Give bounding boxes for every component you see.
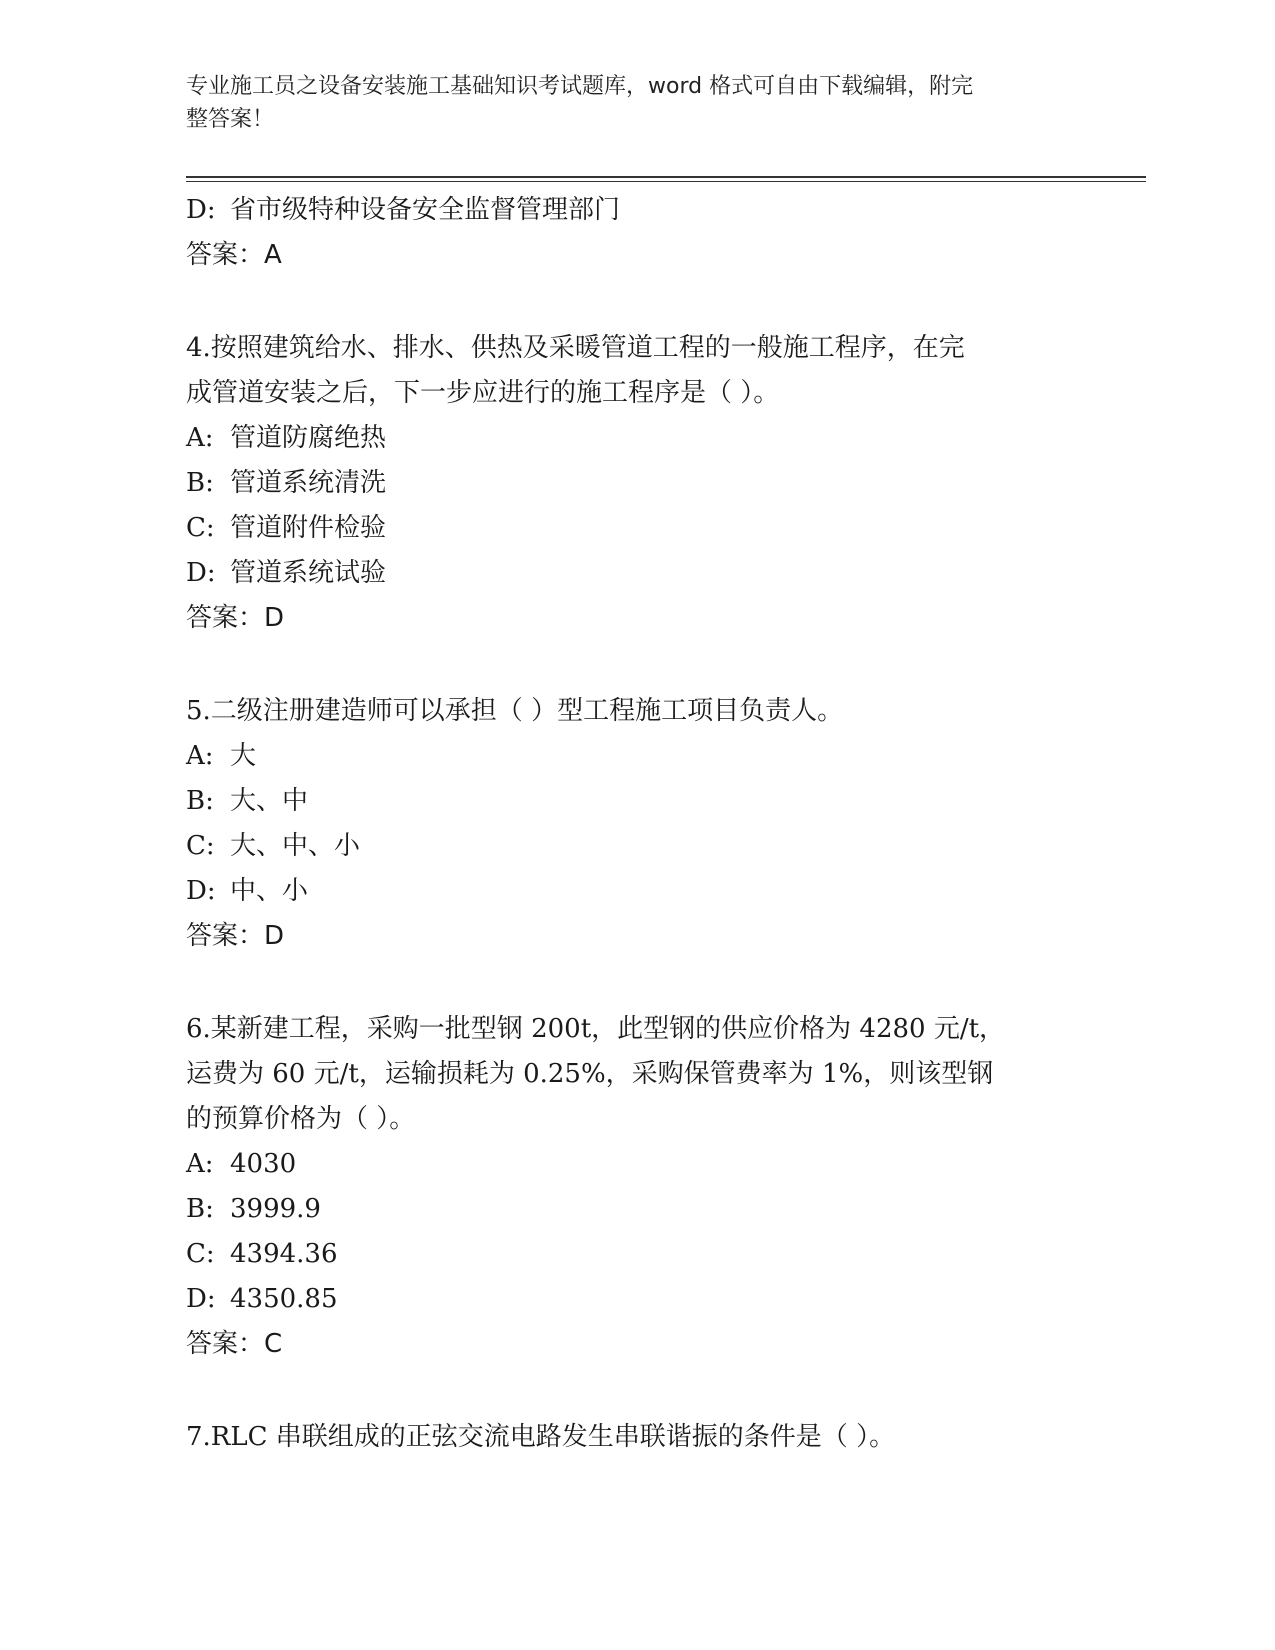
question-text: 7.RLC 串联组成的正弦交流电路发生串联谐振的条件是（ ）。: [186, 1422, 896, 1452]
header-line-2: 整答案！: [186, 107, 275, 132]
option-label: B:: [186, 1194, 214, 1224]
option-text: 管道防腐绝热: [230, 423, 387, 453]
question-text: 运费为 60 元/t，运输损耗为 0.25%，采购保管费率为 1%，则该型钢: [186, 1059, 994, 1089]
option-a: [186, 416, 1066, 461]
option-text: 管道附件检验: [230, 513, 387, 543]
answer-line: 答案：D: [186, 921, 285, 951]
question-text: 成管道安装之后，下一步应进行的施工程序是（ ）。: [186, 378, 780, 408]
option-label: B:: [186, 468, 214, 498]
option-label: C:: [186, 1239, 215, 1269]
question-7: [186, 1415, 1066, 1460]
option-label: B:: [186, 786, 214, 816]
option-text: 大、中、小: [230, 831, 361, 861]
option-d: [186, 869, 1066, 914]
option-c: [186, 506, 1066, 551]
option-text: 管道系统清洗: [230, 468, 387, 498]
question-text: 的预算价格为（ ）。: [186, 1104, 416, 1134]
option-d: [186, 188, 1066, 233]
question-text: 5.二级注册建造师可以承担（ ）型工程施工项目负责人。: [186, 696, 844, 726]
option-c: [186, 1232, 1066, 1277]
option-label: D:: [186, 558, 216, 588]
question-list: [186, 188, 1066, 1460]
option-a: [186, 1142, 1066, 1187]
header-divider-thick: [186, 176, 1146, 178]
option-text: 大、中: [230, 786, 309, 816]
header-line-1: 专业施工员之设备安装施工基础知识考试题库，word 格式可自由下载编辑，附完: [186, 74, 974, 99]
option-label: D:: [186, 1284, 216, 1314]
answer-line: 答案：D: [186, 603, 285, 633]
option-label: A:: [186, 1149, 214, 1179]
option-label: D:: [186, 876, 216, 906]
option-text: 大: [230, 741, 257, 771]
option-text: 省市级特种设备安全监督管理部门: [230, 195, 621, 225]
option-text: 4394.36: [230, 1239, 338, 1269]
option-text: 4350.85: [230, 1284, 338, 1314]
question-text: 6.某新建工程，采购一批型钢 200t，此型钢的供应价格为 4280 元/t，: [186, 1014, 1006, 1044]
option-text: 管道系统试验: [230, 558, 387, 588]
option-b: [186, 779, 1066, 824]
question-4: [186, 326, 1066, 641]
option-label: C:: [186, 831, 215, 861]
option-label: C:: [186, 513, 215, 543]
answer-line: 答案：A: [186, 240, 282, 270]
answer-line: 答案：C: [186, 1329, 283, 1359]
option-d: [186, 1277, 1066, 1322]
option-label: A:: [186, 741, 214, 771]
option-label: D:: [186, 195, 216, 225]
question-text: 4.按照建筑给水、排水、供热及采暖管道工程的一般施工程序，在完: [186, 333, 965, 363]
option-b: [186, 461, 1066, 506]
option-text: 中、小: [230, 876, 309, 906]
option-text: 4030: [230, 1149, 297, 1179]
option-b: [186, 1187, 1066, 1232]
header-divider-thin: [186, 181, 1146, 182]
option-text: 3999.9: [230, 1194, 321, 1224]
question-5: [186, 689, 1066, 959]
question-6: [186, 1007, 1066, 1367]
document-header: [186, 70, 1066, 136]
option-d: [186, 551, 1066, 596]
option-c: [186, 824, 1066, 869]
option-label: A:: [186, 423, 214, 453]
option-a: [186, 734, 1066, 779]
